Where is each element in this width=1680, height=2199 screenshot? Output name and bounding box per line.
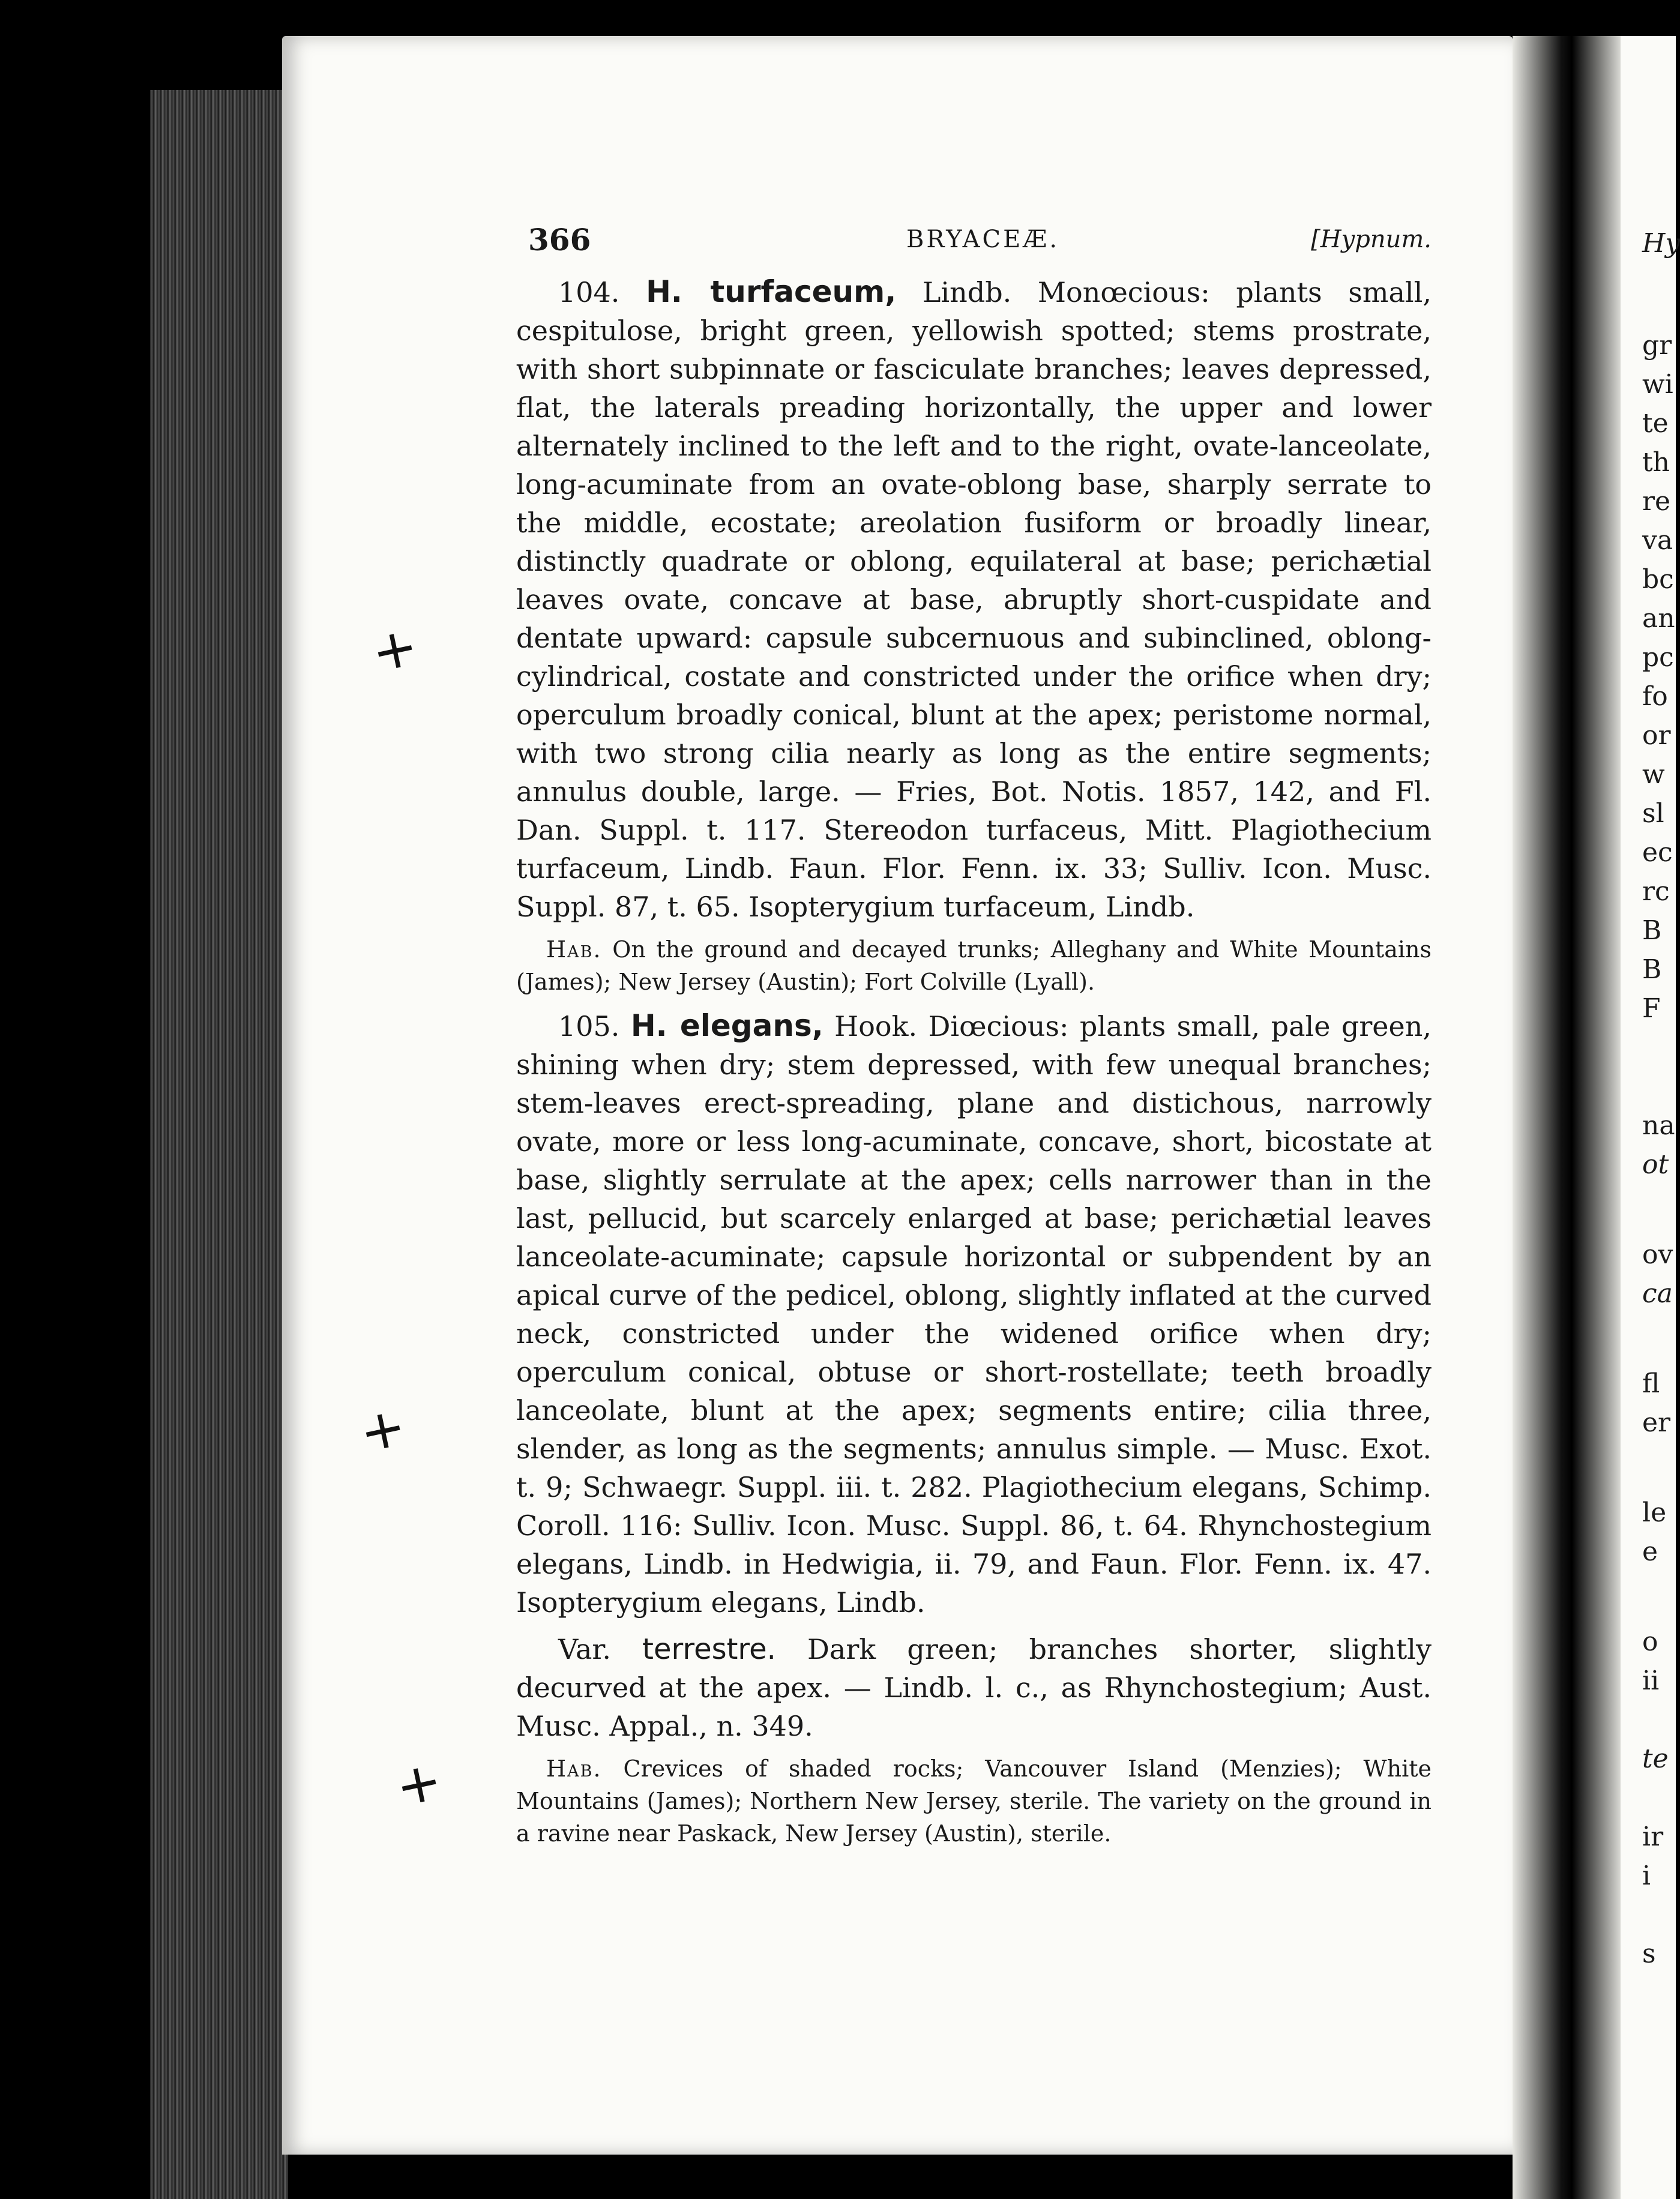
facing-fragment: Hy <box>1642 228 1680 259</box>
facing-fragment: pc <box>1642 642 1674 673</box>
facing-fragment: ir <box>1642 1821 1664 1852</box>
facing-page-edge <box>1621 36 1680 2199</box>
species-name: H. turfaceum, <box>646 274 897 309</box>
facing-fragment: ca <box>1642 1278 1673 1309</box>
variety-name: terrestre. <box>642 1632 776 1666</box>
facing-fragment: sl <box>1642 798 1664 829</box>
handwritten-plus-mark: + <box>390 1748 448 1820</box>
facing-fragment: th <box>1642 447 1670 478</box>
facing-fragment: va <box>1642 525 1673 556</box>
facing-fragment: B <box>1642 915 1662 946</box>
facing-fragment: F <box>1642 993 1661 1024</box>
handwritten-plus-mark: + <box>366 614 424 685</box>
entry-description: Hook. Diœcious: plants small, pale green, shining when dry; stem depressed, with few unequal branches; stem-leaves erect-spreading, plane and distichous, narrowly ovate, more or less long-acuminate, concave, short, bicostate at base, slightly serrulate at the apex; cells narrower than in the last, pellucid, but scarcely enlarged at base; perichætial leaves lanceolate-acuminate; capsule horizontal or subpendent by an apical curve of the pedicel, oblong, slightly inflated at the curved neck, constricted under the widened orifice when dry; operculum conical, obtuse or short-rostellate; teeth broadly lanceolate, blunt at the apex; segments entire; cilia three, slender, as long as the segments; annulus simple. — Musc. Exot. t. 9; Schwaegr. Suppl. iii. t. 282. Plagiothecium elegans, Schimp. Coroll. 116: Sulliv. Icon. Musc. Suppl. 86, t. 64. Rhynchostegium elegans, Lindb. in Hedwigia, ii. 79, and Faun. Flor. Fenn. ix. 47. Isopterygium elegans, Lindb. <box>516 1010 1432 1619</box>
facing-fragment: ot <box>1642 1149 1669 1180</box>
facing-fragment: te <box>1642 1743 1669 1774</box>
facing-fragment: le <box>1642 1497 1667 1528</box>
facing-fragment: fl <box>1642 1368 1660 1399</box>
habitat-text: On the ground and decayed trunks; Alleghany and White Mountains (James); New Jersey (Austin); Fort Colville (Lyall). <box>516 936 1432 995</box>
handwritten-plus-mark: + <box>354 1394 412 1466</box>
facing-fragment: re <box>1642 486 1671 517</box>
species-entry-104 <box>516 272 1432 926</box>
facing-fragment: fo <box>1642 681 1668 712</box>
facing-fragment: ov <box>1642 1239 1673 1270</box>
facing-fragment: gr <box>1642 330 1672 361</box>
facing-fragment: w <box>1642 759 1665 790</box>
page-number: 366 <box>528 222 591 257</box>
facing-fragment: i <box>1642 1861 1651 1891</box>
species-name: H. elegans, <box>630 1008 823 1043</box>
running-head-family: BRYACEÆ. <box>906 226 1060 253</box>
variety-prefix: Var. <box>558 1633 611 1665</box>
entry-number: 104. <box>558 276 620 308</box>
facing-fragment: te <box>1642 408 1669 439</box>
book-page-edges <box>150 90 288 2199</box>
facing-fragment: o <box>1642 1626 1658 1657</box>
facing-fragment: B <box>1642 954 1662 985</box>
facing-fragment: ec <box>1642 837 1673 868</box>
facing-fragment: rc <box>1642 876 1670 907</box>
habitat-label: Hab. <box>546 936 602 963</box>
habitat-note-104 <box>516 933 1432 998</box>
species-entry-105 <box>516 1006 1432 1622</box>
habitat-text: Crevices of shaded rocks; Vancouver Island (Menzies); White Mountains (James); Northern New Jersey, sterile. The variety on the ground in a ravine near Paskack, New Jersey (Austin), sterile. <box>516 1755 1432 1847</box>
facing-fragment: er <box>1642 1407 1671 1438</box>
habitat-label: Hab. <box>546 1755 602 1782</box>
facing-fragment: an <box>1642 603 1675 634</box>
facing-fragment: bc <box>1642 564 1674 595</box>
entry-description: Lindb. Monœcious: plants small, cespitulose, bright green, yellowish spotted; stems prostrate, with short subpinnate or fasciculate branches; leaves depressed, flat, the laterals preading horizontally, the upper and lower alternately inclined to the left and to the right, ovate-lanceolate, long-acuminate from an ovate-oblong base, sharply serrate to the middle, ecostate; areolation fusiform or broadly linear, distinctly quadrate or oblong, equilateral at base; perichætial leaves ovate, concave at base, abruptly short-cuspidate and dentate upward: capsule subcernuous and subinclined, oblong-cylindrical, costate and constricted under the orifice when dry; operculum broadly conical, blunt at the apex; peristome normal, with two strong cilia nearly as long as the entire segments; annulus double, large. — Fries, Bot. Notis. 1857, 142, and Fl. Dan. Suppl. t. 117. Stereodon turfaceus, Mitt. Plagiothecium turfaceum, Lindb. Faun. Flor. Fenn. ix. 33; Sulliv. Icon. Musc. Suppl. 87, t. 65. Isopterygium turfaceum, Lindb. <box>516 276 1432 923</box>
habitat-note-105 <box>516 1752 1432 1850</box>
book-gutter <box>1513 36 1621 2199</box>
page-text <box>516 216 1432 1853</box>
facing-fragment: ii <box>1642 1665 1660 1696</box>
variety-entry <box>516 1630 1432 1745</box>
facing-fragment: s <box>1642 1939 1656 1969</box>
facing-fragment: or <box>1642 720 1671 751</box>
running-head <box>516 216 1432 264</box>
facing-fragment: na <box>1642 1110 1675 1141</box>
variety-description: Dark green; branches shorter, slightly decurved at the apex. — Lindb. l. c., as Rhynchostegium; Aust. Musc. Appal., n. 349. <box>516 1633 1432 1742</box>
running-head-genus: [Hypnum. <box>1311 226 1432 253</box>
facing-fragment: e <box>1642 1536 1658 1567</box>
facing-fragment: wi <box>1642 369 1673 400</box>
entry-number: 105. <box>558 1010 620 1042</box>
